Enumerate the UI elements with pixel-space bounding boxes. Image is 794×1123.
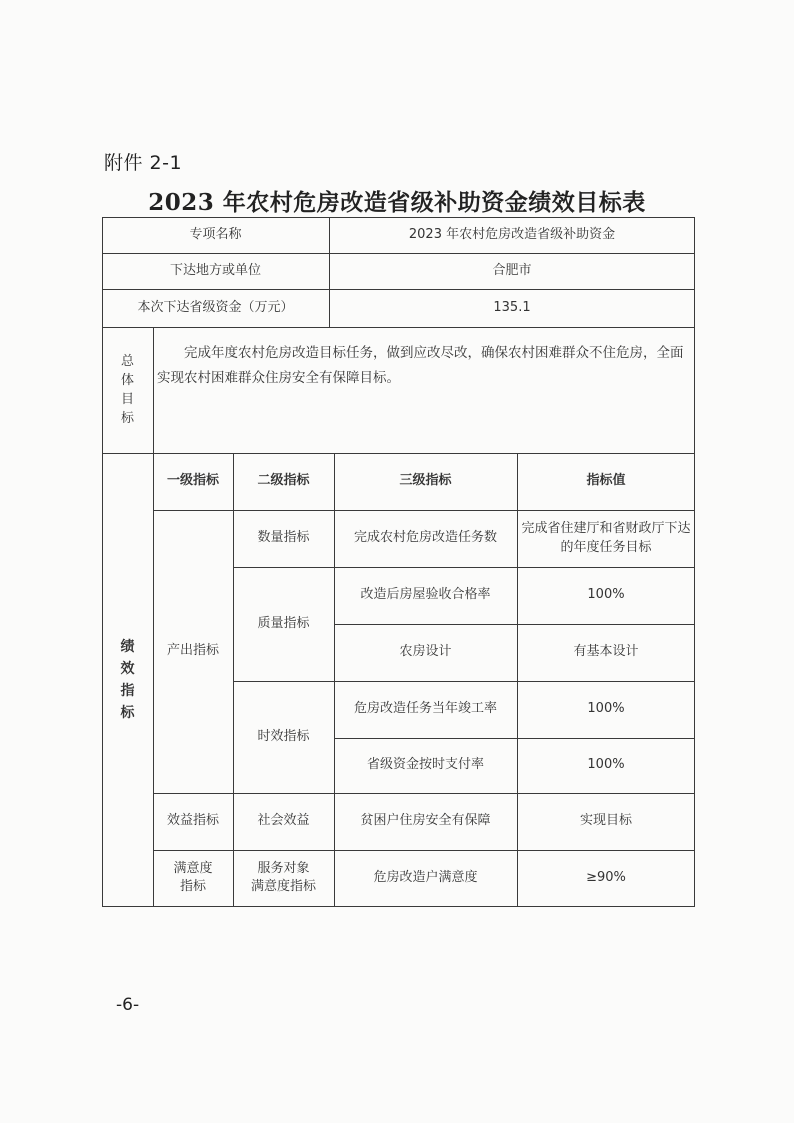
header-level3: 三级指标 (399, 473, 452, 489)
level1-benefit: 效益指标 (166, 813, 219, 829)
indicator-value: 有基本设计 (573, 644, 639, 660)
info-label-project: 专项名称 (189, 226, 242, 242)
indicator-value: 100% (587, 587, 625, 603)
page-title: 2023 年农村危房改造省级补助资金绩效目标表 (148, 189, 646, 216)
attachment-label: 附件 2-1 (104, 152, 183, 174)
header-value: 指标值 (586, 473, 626, 489)
level2-quantity: 数量指标 (257, 530, 310, 546)
performance-goal-table (102, 217, 695, 907)
indicator-value: 完成省住建厅和省财政厅下达的年度任务目标 (521, 521, 691, 555)
overall-goal-label-char: 体 (120, 373, 134, 388)
level3-indicator: 危房改造户满意度 (373, 869, 478, 885)
level3-indicator: 完成农村危房改造任务数 (353, 530, 497, 546)
level3-indicator: 省级资金按时支付率 (366, 757, 484, 773)
info-value-recipient: 合肥市 (492, 262, 532, 278)
level3-indicator: 贫困户住房安全有保障 (360, 813, 491, 829)
level3-indicator: 危房改造任务当年竣工率 (353, 701, 497, 717)
info-label-funds: 本次下达省级资金（万元） (137, 299, 294, 315)
performance-indicator-label (102, 453, 153, 907)
indicator-value: 100% (587, 701, 625, 717)
header-level1: 一级指标 (166, 473, 219, 489)
header-level2: 二级指标 (257, 473, 310, 489)
level1-output: 产出指标 (166, 643, 219, 659)
indicator-value: 100% (587, 757, 625, 773)
table-border-bottom (102, 906, 695, 907)
overall-goal-text: 完成年度农村危房改造目标任务，做到应改尽改，确保农村困难群众不住危房，全面实现农村困难群众住房安全有保障目标。 (157, 345, 684, 386)
indicator-value: 实现目标 (579, 813, 632, 829)
info-value-project: 2023 年农村危房改造省级补助资金 (408, 226, 616, 242)
page-number: -6- (116, 995, 140, 1015)
info-label-recipient: 下达地方或单位 (169, 262, 261, 278)
info-value-funds: 135.1 (493, 299, 531, 315)
level2-timeliness: 时效指标 (257, 728, 310, 744)
overall-goal-label-char: 目 (120, 392, 134, 407)
level2-social-benefit: 社会效益 (257, 813, 310, 829)
level2-service-satisfaction: 服务对象 满意度指标 (250, 860, 316, 894)
indicator-value: ≥90% (586, 869, 626, 885)
level3-indicator: 农房设计 (399, 644, 452, 660)
performance-label-char: 指 (120, 683, 135, 699)
overall-goal-label-char: 总 (120, 354, 134, 369)
level1-satisfaction: 满意度 指标 (173, 860, 213, 894)
level3-indicator: 改造后房屋验收合格率 (360, 587, 491, 603)
performance-label-char: 绩 (120, 639, 135, 655)
overall-goal-label-char: 标 (120, 411, 134, 426)
level2-quality: 质量指标 (257, 615, 310, 631)
performance-label-char: 标 (120, 705, 135, 721)
performance-label-char: 效 (120, 661, 135, 677)
overall-goal-label (102, 327, 153, 453)
